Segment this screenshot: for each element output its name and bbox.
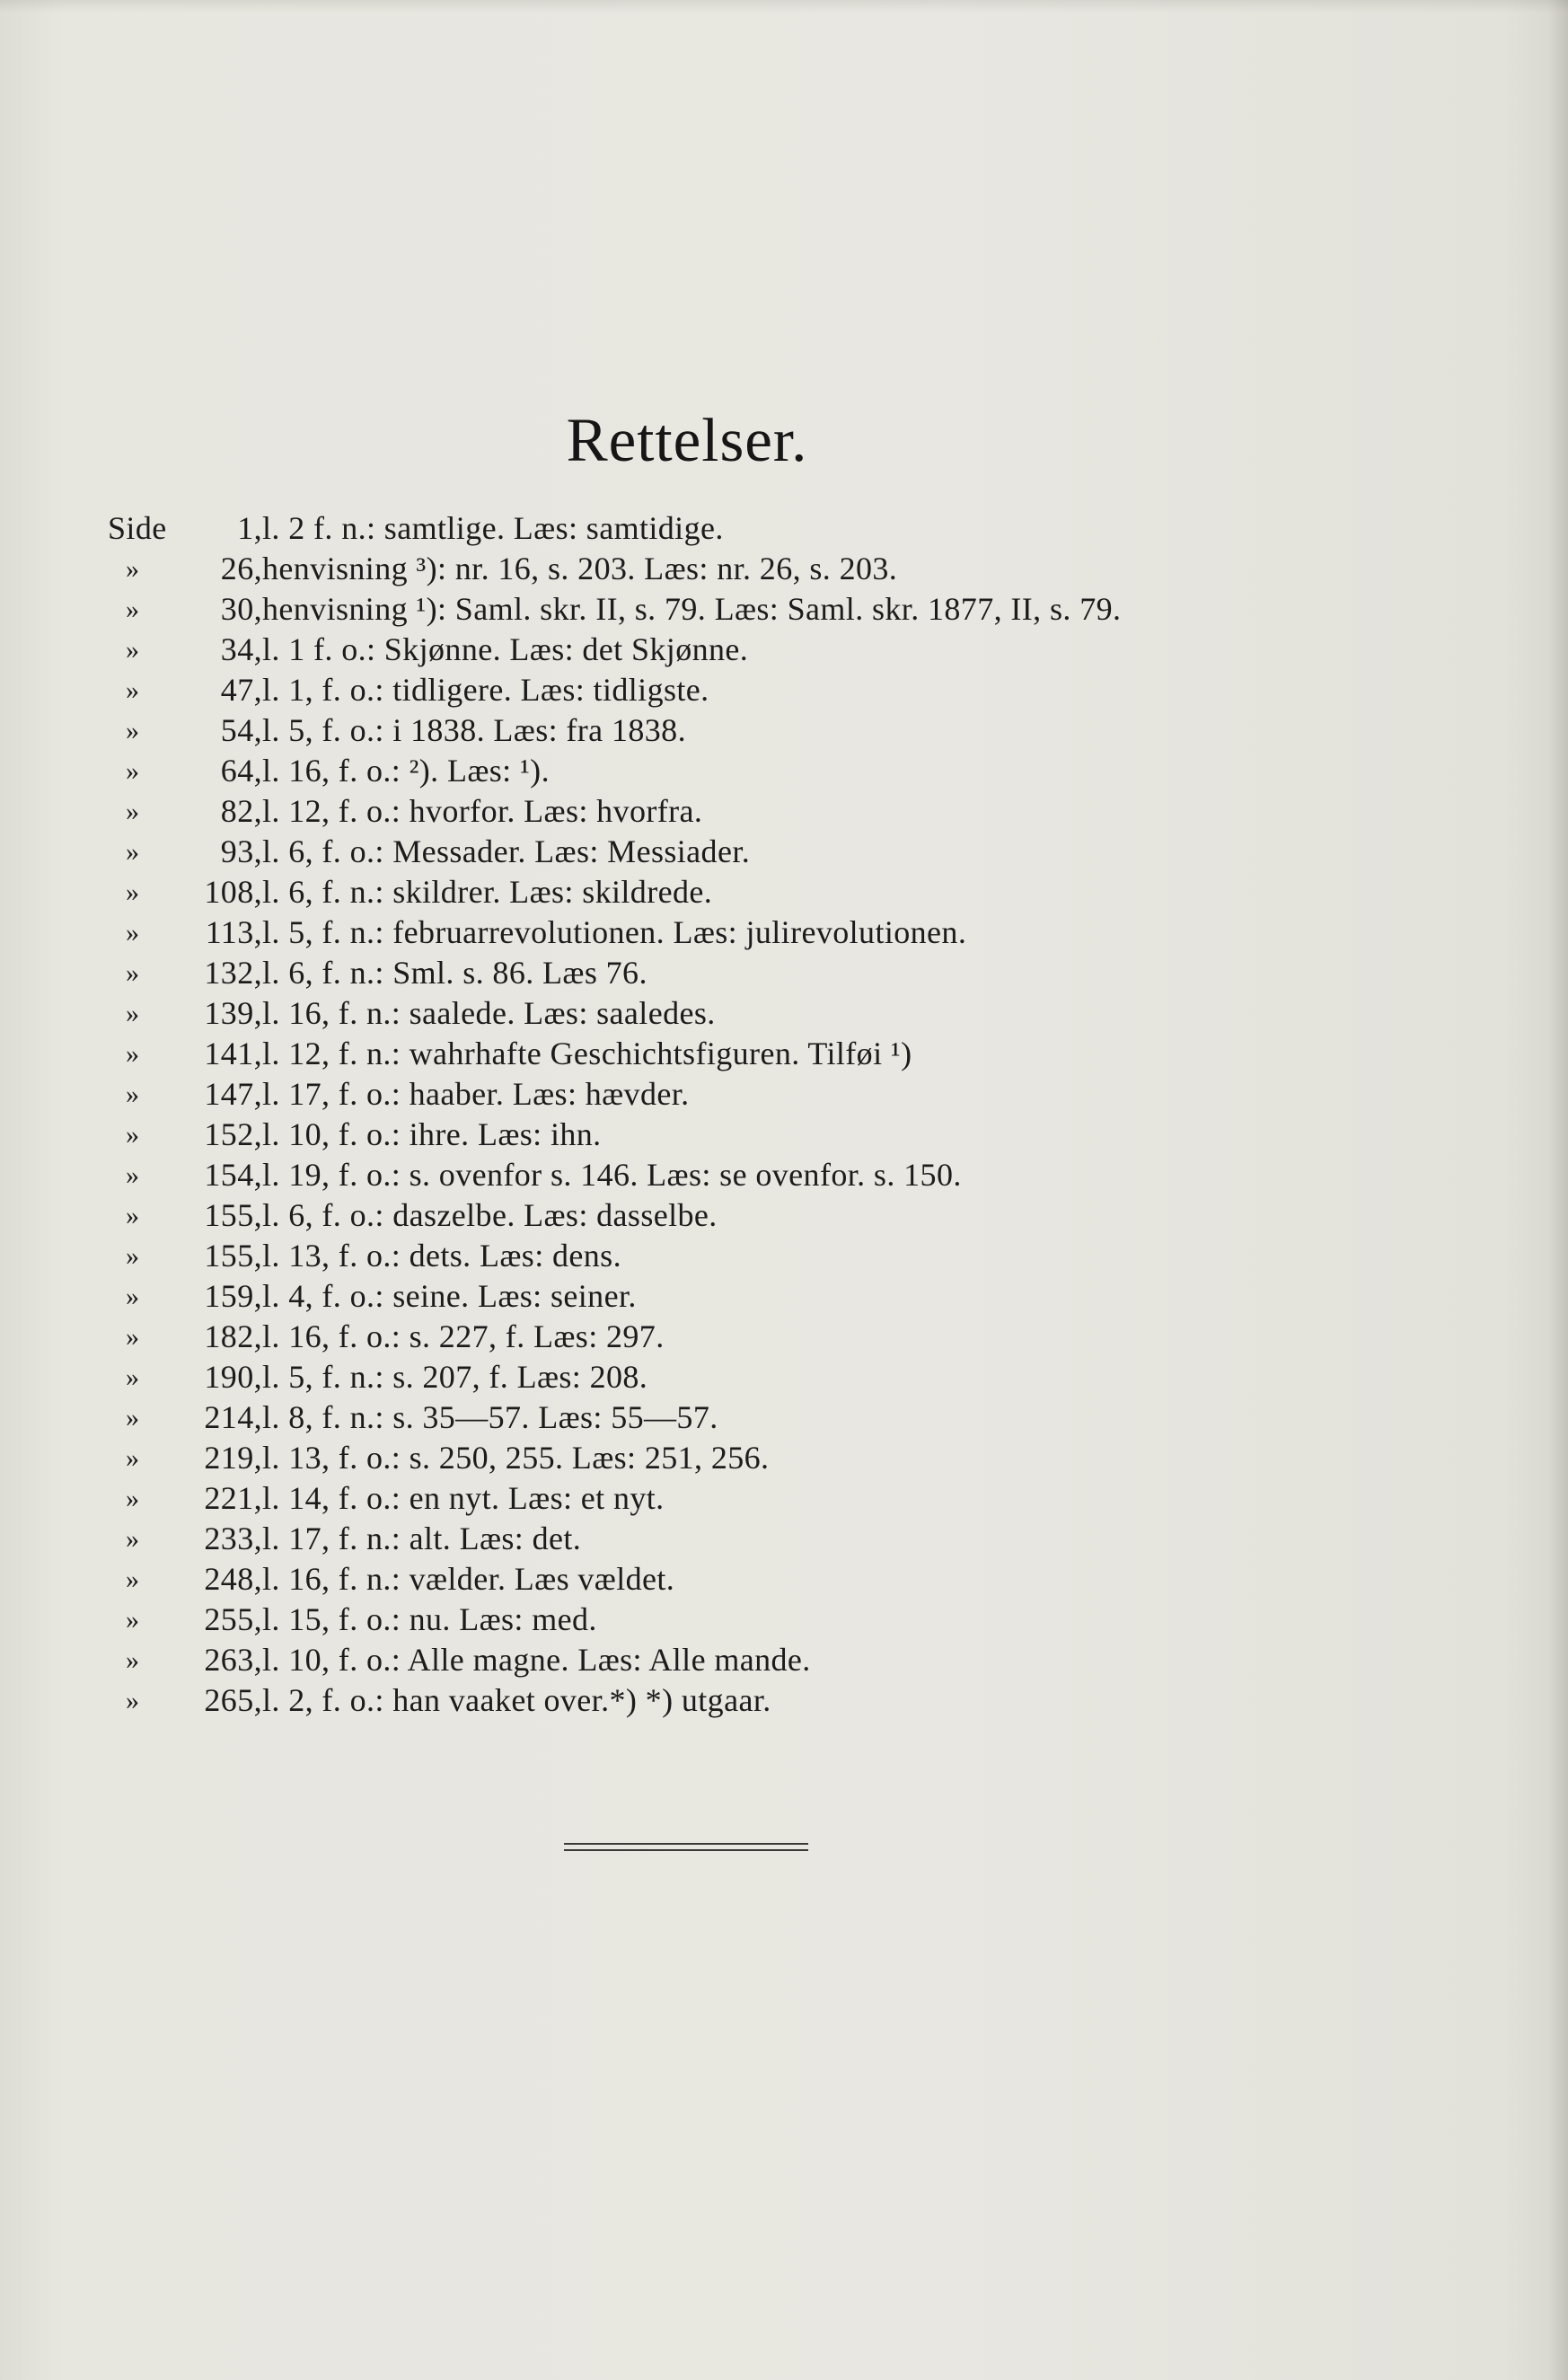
correction-text: l. 6, f. o.: Messader. Læs: Messiader.: [262, 833, 751, 869]
correction-text: l. 17, f. n.: alt. Læs: det.: [262, 1521, 582, 1556]
page-number: 132,: [204, 955, 262, 991]
ditto-mark: »: [126, 1282, 140, 1311]
ditto-mark: »: [126, 1080, 140, 1109]
ditto-mark: »: [126, 675, 140, 705]
page-number: 248,: [204, 1561, 262, 1597]
correction-text: l. 10, f. o.: ihre. Læs: ihn.: [262, 1116, 602, 1152]
page-number: 141,: [204, 1036, 262, 1071]
page-number: 64,: [220, 753, 262, 789]
side-label: Side: [108, 510, 167, 546]
errata-entry: [108, 1559, 1257, 1600]
page-number: 93,: [220, 833, 262, 869]
errata-list: [108, 508, 1257, 1721]
page-number: 54,: [220, 712, 262, 748]
correction-text: l. 6, f. o.: daszelbe. Læs: dasselbe.: [262, 1197, 718, 1233]
correction-text: l. 13, f. o.: dets. Læs: dens.: [262, 1238, 621, 1274]
errata-entry: [108, 1236, 1257, 1276]
errata-entry: [108, 508, 1257, 549]
page-number: 233,: [204, 1521, 262, 1556]
end-rule-upper: [564, 1843, 808, 1845]
errata-entry: [108, 1317, 1257, 1357]
page-number: 152,: [204, 1116, 262, 1152]
errata-entry: [108, 1074, 1257, 1115]
page-number: 154,: [204, 1157, 262, 1193]
errata-entry: [108, 832, 1257, 872]
ditto-mark: »: [126, 837, 140, 867]
ditto-mark: »: [126, 1160, 140, 1190]
correction-text: l. 5, f. n.: s. 207, f. Læs: 208.: [262, 1359, 648, 1395]
ditto-mark: »: [126, 1241, 140, 1271]
page-number: 219,: [204, 1440, 262, 1476]
correction-text: l. 1 f. o.: Skjønne. Læs: det Skjønne.: [262, 631, 749, 667]
correction-text: l. 6, f. n.: Sml. s. 86. Læs 76.: [262, 955, 647, 991]
correction-text: l. 6, f. n.: skildrer. Læs: skildrede.: [262, 874, 713, 910]
page-number: 47,: [220, 672, 262, 708]
page-number: 34,: [220, 631, 262, 667]
correction-text: l. 12, f. n.: wahrhafte Geschichtsfiguren. Tilføi ¹): [262, 1036, 912, 1071]
errata-entry: [108, 1640, 1257, 1680]
correction-text: l. 16, f. n.: saalede. Læs: saaledes.: [262, 995, 716, 1031]
errata-entry: [108, 1438, 1257, 1478]
page-number: 265,: [204, 1682, 262, 1718]
ditto-mark: »: [126, 756, 140, 786]
errata-entry: [108, 1519, 1257, 1559]
correction-text: l. 16, f. o.: s. 227, f. Læs: 297.: [262, 1318, 665, 1354]
page-number: 255,: [204, 1601, 262, 1637]
ditto-mark: »: [126, 918, 140, 948]
correction-text: l. 15, f. o.: nu. Læs: med.: [262, 1601, 597, 1637]
correction-text: l. 4, f. o.: seine. Læs: seiner.: [262, 1278, 637, 1314]
page-number: 82,: [220, 793, 262, 829]
page-number: 139,: [204, 995, 262, 1031]
page-number: 155,: [204, 1238, 262, 1274]
page-number: 155,: [204, 1197, 262, 1233]
errata-entry: [108, 1276, 1257, 1317]
errata-entry: [108, 872, 1257, 912]
page-number: 108,: [204, 874, 262, 910]
page-number: 182,: [204, 1318, 262, 1354]
ditto-mark: »: [126, 1524, 140, 1554]
ditto-mark: »: [126, 1362, 140, 1392]
ditto-mark: »: [126, 635, 140, 665]
ditto-mark: »: [126, 1403, 140, 1432]
page-number: 159,: [204, 1278, 262, 1314]
end-rule-lower: [564, 1849, 808, 1851]
page-number: 1,: [237, 510, 262, 546]
page-number: 147,: [204, 1076, 262, 1112]
ditto-mark: »: [126, 1201, 140, 1230]
page-title: Rettelser.: [566, 406, 808, 474]
errata-entry: [108, 1155, 1257, 1195]
page-right-shadow: [1548, 0, 1568, 2380]
errata-entry: [108, 589, 1257, 630]
ditto-mark: »: [126, 716, 140, 745]
ditto-mark: »: [126, 999, 140, 1028]
correction-text: l. 19, f. o.: s. ovenfor s. 146. Læs: se ovenfor. s. 150.: [262, 1157, 962, 1193]
ditto-mark: »: [126, 1322, 140, 1352]
page-number: 214,: [204, 1399, 262, 1435]
correction-text: l. 5, f. n.: februarrevolutionen. Læs: julirevolutionen.: [262, 914, 967, 950]
correction-text: l. 8, f. n.: s. 35—57. Læs: 55—57.: [262, 1399, 718, 1435]
errata-entry: [108, 751, 1257, 791]
errata-entry: [108, 630, 1257, 670]
ditto-mark: »: [126, 1120, 140, 1150]
page-number: 221,: [204, 1480, 262, 1516]
correction-text: l. 1, f. o.: tidligere. Læs: tidligste.: [262, 672, 709, 708]
correction-text: l. 16, f. o.: ²). Læs: ¹).: [262, 753, 550, 789]
errata-entry: [108, 912, 1257, 953]
errata-entry: [108, 1680, 1257, 1721]
ditto-mark: »: [126, 595, 140, 624]
correction-text: l. 5, f. o.: i 1838. Læs: fra 1838.: [262, 712, 686, 748]
errata-entry: [108, 710, 1257, 751]
errata-entry: [108, 549, 1257, 589]
page-number: 113,: [205, 914, 262, 950]
ditto-mark: »: [126, 1039, 140, 1069]
page-number: 26,: [220, 551, 262, 586]
errata-entry: [108, 1478, 1257, 1519]
ditto-mark: »: [126, 554, 140, 584]
correction-text: l. 10, f. o.: Alle magne. Læs: Alle mande.: [262, 1642, 811, 1678]
errata-entry: [108, 1600, 1257, 1640]
ditto-mark: »: [126, 1443, 140, 1473]
ditto-mark: »: [126, 1645, 140, 1675]
ditto-mark: »: [126, 1565, 140, 1594]
errata-entry: [108, 1195, 1257, 1236]
correction-text: l. 14, f. o.: en nyt. Læs: et nyt.: [262, 1480, 665, 1516]
correction-text: l. 2, f. o.: han vaaket over.*) *) utgaar.: [262, 1682, 771, 1718]
correction-text: l. 12, f. o.: hvorfor. Læs: hvorfra.: [262, 793, 703, 829]
ditto-mark: »: [126, 1484, 140, 1513]
ditto-mark: »: [126, 877, 140, 907]
ditto-mark: »: [126, 1686, 140, 1715]
ditto-mark: »: [126, 797, 140, 826]
correction-text: l. 17, f. o.: haaber. Læs: hævder.: [262, 1076, 690, 1112]
page-number: 263,: [204, 1642, 262, 1678]
ditto-mark: »: [126, 958, 140, 988]
correction-text: l. 16, f. n.: vælder. Læs vældet.: [262, 1561, 675, 1597]
errata-entry: [108, 993, 1257, 1034]
errata-entry: [108, 791, 1257, 832]
correction-text: l. 2 f. n.: samtlige. Læs: samtidige.: [262, 510, 724, 546]
errata-entry: [108, 670, 1257, 710]
errata-entry: [108, 1115, 1257, 1155]
errata-entry: [108, 1397, 1257, 1438]
page-number: 190,: [204, 1359, 262, 1395]
ditto-mark: »: [126, 1605, 140, 1635]
errata-entry: [108, 953, 1257, 993]
errata-entry: [108, 1034, 1257, 1074]
correction-text: henvisning ¹): Saml. skr. II, s. 79. Læs: Saml. skr. 1877, II, s. 79.: [262, 591, 1122, 627]
errata-entry: [108, 1357, 1257, 1397]
page-top-shadow: [0, 0, 1568, 13]
correction-text: henvisning ³): nr. 16, s. 203. Læs: nr. 26, s. 203.: [262, 551, 898, 586]
correction-text: l. 13, f. o.: s. 250, 255. Læs: 251, 256.: [262, 1440, 770, 1476]
page-number: 30,: [220, 591, 262, 627]
